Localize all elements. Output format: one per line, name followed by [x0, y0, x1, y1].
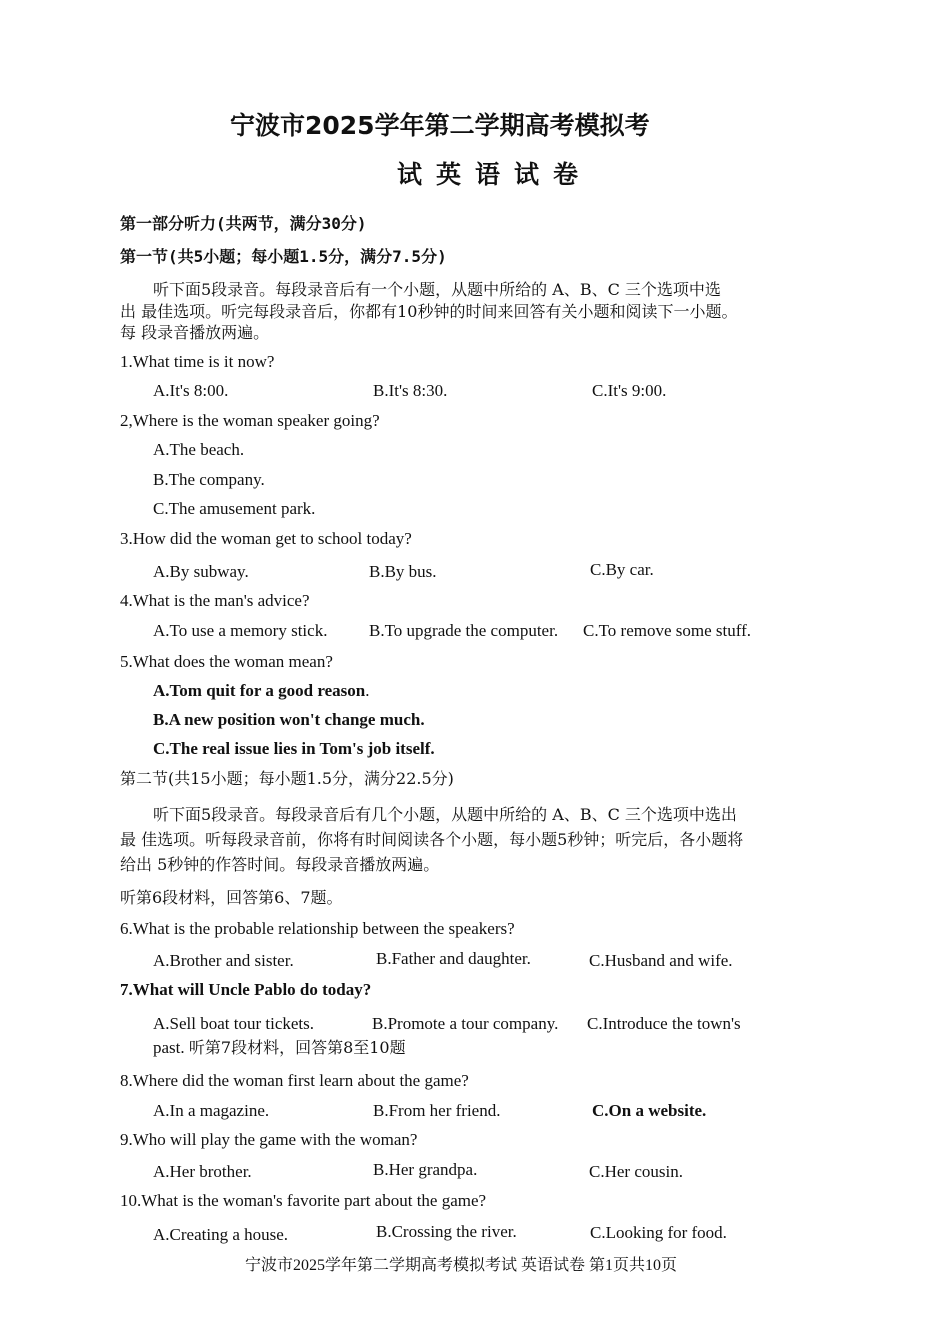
question-9: 9.Who will play the game with the woman? — [120, 1130, 418, 1149]
q1-option-a: A.It's 8:00. — [153, 381, 229, 400]
q9-option-c: C.Her cousin. — [589, 1162, 683, 1181]
q4-option-c: C.To remove some stuff. — [583, 621, 751, 640]
q7-option-c-continued: past. — [153, 1038, 185, 1057]
section2-instruction-line3: 给出 5秒钟的作答时间。每段录音播放两遍。 — [120, 855, 440, 874]
q7-option-b: B.Promote a tour company. — [372, 1014, 559, 1033]
q2-option-b: B.The company. — [153, 470, 265, 489]
q8-option-a: A.In a magazine. — [153, 1101, 270, 1120]
q3-option-a: A.By subway. — [153, 562, 249, 581]
q5-option-c: C.The real issue lies in Tom's job itself. — [153, 739, 435, 758]
section2-heading: 第二节(共15小题；每小题1.5分，满分22.5分) — [120, 769, 454, 788]
q9-option-b: B.Her grandpa. — [373, 1160, 478, 1179]
q10-option-a: A.Creating a house. — [153, 1225, 289, 1244]
section1-instruction-line1: 听下面5段录音。每段录音后有一个小题，从题中所给的 A、B、C 三个选项中选 — [153, 280, 721, 299]
q1-option-c: C.It's 9:00. — [592, 381, 667, 400]
q8-option-c: C.On a website. — [592, 1101, 707, 1120]
q6-option-b: B.Father and daughter. — [376, 949, 531, 968]
q10-option-c: C.Looking for food. — [590, 1223, 727, 1242]
section2-instruction-line1: 听下面5段录音。每段录音后有几个小题，从题中所给的 A、B、C 三个选项中选出 — [153, 805, 737, 824]
q7-option-c-continued-line — [153, 1038, 406, 1058]
q7-option-c: C.Introduce the town's — [587, 1014, 741, 1033]
question-8: 8.Where did the woman first learn about the game? — [120, 1071, 469, 1090]
q3-option-c: C.By car. — [590, 560, 654, 579]
page-title: 宁波市2025学年第二学期高考模拟考 — [230, 111, 650, 140]
page-subtitle: 试英语试卷 — [397, 160, 593, 189]
section2-instruction-line2: 最 佳选项。听每段录音前，你将有时间阅读各个小题，每小题5秒钟；听完后，各小题将 — [120, 830, 744, 849]
q5-option-b: B.A new position won't change much. — [153, 710, 425, 729]
q2-option-a: A.The beach. — [153, 440, 245, 459]
q10-option-b: B.Crossing the river. — [376, 1222, 517, 1241]
q5-option-a: A.Tom quit for a good reason — [153, 681, 366, 700]
section1-instruction-line3: 每 段录音播放两遍。 — [120, 323, 270, 342]
passage-7-note: 听第7段材料，回答第8至10题 — [188, 1038, 406, 1057]
q1-option-b: B.It's 8:30. — [373, 381, 448, 400]
q4-option-b: B.To upgrade the computer. — [369, 621, 559, 640]
q9-option-a: A.Her brother. — [153, 1162, 252, 1181]
q3-option-b: B.By bus. — [369, 562, 437, 581]
q6-option-c: C.Husband and wife. — [589, 951, 733, 970]
page-footer: 宁波市2025学年第二学期高考模拟考试 英语试卷 第1页共10页 — [245, 1257, 678, 1274]
q5-option-a-period: . — [365, 681, 370, 700]
question-1: 1.What time is it now? — [120, 352, 275, 371]
q2-option-c: C.The amusement park. — [153, 499, 316, 518]
part1-heading: 第一部分听力(共两节，满分30分) — [120, 214, 367, 233]
question-6: 6.What is the probable relationship between the speakers? — [120, 919, 515, 938]
question-2: 2,Where is the woman speaker going? — [120, 411, 380, 430]
q4-option-a: A.To use a memory stick. — [153, 621, 328, 640]
section1-instruction-line2: 出 最佳选项。听完每段录音后，你都有10秒钟的时间来回答有关小题和阅读下一小题。 — [120, 302, 738, 321]
q6-option-a: A.Brother and sister. — [153, 951, 294, 970]
question-4: 4.What is the man's advice? — [120, 591, 310, 610]
question-5: 5.What does the woman mean? — [120, 652, 333, 671]
q8-option-b: B.From her friend. — [373, 1101, 501, 1120]
q7-option-a: A.Sell boat tour tickets. — [153, 1014, 315, 1033]
question-10: 10.What is the woman's favorite part about the game? — [120, 1191, 487, 1210]
section1-heading: 第一节(共5小题；每小题1.5分，满分7.5分) — [120, 247, 447, 266]
q5-option-a-line — [153, 681, 369, 701]
question-3: 3.How did the woman get to school today? — [120, 529, 412, 548]
passage-6-note: 听第6段材料，回答第6、7题。 — [120, 888, 343, 907]
question-7: 7.What will Uncle Pablo do today? — [120, 980, 372, 999]
